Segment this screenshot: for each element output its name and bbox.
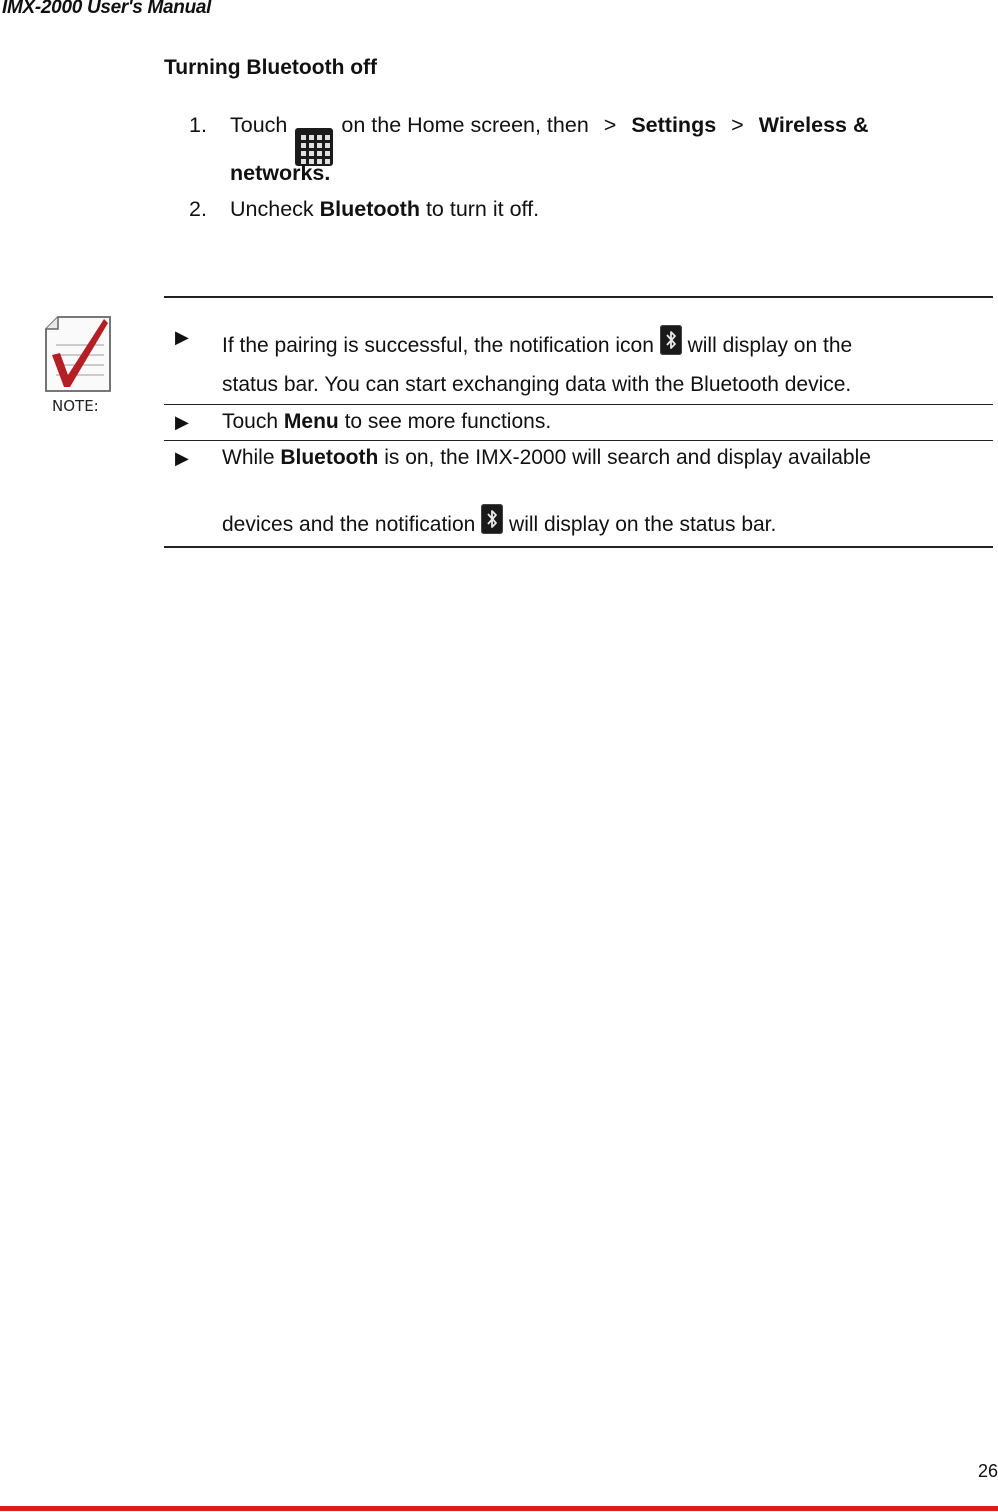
note-text-post: to see more functions. bbox=[344, 410, 552, 433]
note-checkmark-icon bbox=[44, 315, 114, 417]
step-text bbox=[230, 115, 868, 166]
note-divider bbox=[164, 404, 993, 405]
bluetooth-label: Bluetooth bbox=[280, 446, 379, 469]
step-text-post: to turn it off. bbox=[425, 197, 540, 221]
step-number: 1. bbox=[189, 113, 207, 137]
note-text-line bbox=[222, 504, 776, 537]
bullet-arrow-icon: ▶ bbox=[175, 448, 189, 468]
note-label: NOTE: bbox=[52, 397, 99, 415]
running-header: IMX-2000 User's Manual bbox=[2, 0, 212, 18]
step-number: 2. bbox=[189, 197, 207, 221]
bluetooth-icon bbox=[481, 504, 503, 534]
note-top-rule bbox=[164, 296, 993, 298]
note-text-post: will display on the bbox=[687, 334, 853, 357]
separator: > bbox=[731, 113, 744, 137]
note-text-pre: Touch bbox=[222, 410, 279, 433]
footer-accent-bar bbox=[0, 1506, 998, 1511]
note-text-pre: While bbox=[222, 446, 275, 469]
menu-label: Menu bbox=[283, 410, 339, 433]
note-text-line bbox=[222, 325, 852, 358]
separator: > bbox=[603, 113, 617, 137]
settings-label: Settings bbox=[631, 113, 717, 137]
step-text bbox=[230, 199, 539, 221]
note-bottom-rule bbox=[164, 546, 993, 548]
wireless-networks-label: Wireless & bbox=[758, 113, 869, 137]
note-text-line: status bar. You can start exchanging data with the Bluetooth device. bbox=[222, 373, 852, 396]
bullet-arrow-icon: ▶ bbox=[175, 412, 189, 432]
note-text-pre: If the pairing is successful, the notification icon bbox=[222, 334, 654, 357]
note-text-line bbox=[222, 410, 551, 434]
step-text-pre: Touch bbox=[230, 113, 288, 137]
note-text-post: will display on the status bar. bbox=[509, 513, 777, 536]
step-text-pre: Uncheck bbox=[230, 197, 314, 221]
step-text-mid: on the Home screen, then bbox=[341, 113, 589, 137]
wireless-networks-label-cont: networks. bbox=[230, 161, 331, 185]
bluetooth-icon bbox=[660, 325, 682, 355]
bluetooth-label: Bluetooth bbox=[319, 197, 420, 221]
section-title: Turning Bluetooth off bbox=[164, 56, 378, 79]
bullet-arrow-icon: ▶ bbox=[175, 327, 189, 347]
note-text-post: is on, the IMX-2000 will search and display available bbox=[384, 446, 871, 469]
note-text-pre: devices and the notification bbox=[222, 513, 476, 536]
page-number: 26 bbox=[977, 1461, 998, 1481]
note-text-line bbox=[222, 446, 871, 470]
note-divider bbox=[164, 440, 993, 441]
